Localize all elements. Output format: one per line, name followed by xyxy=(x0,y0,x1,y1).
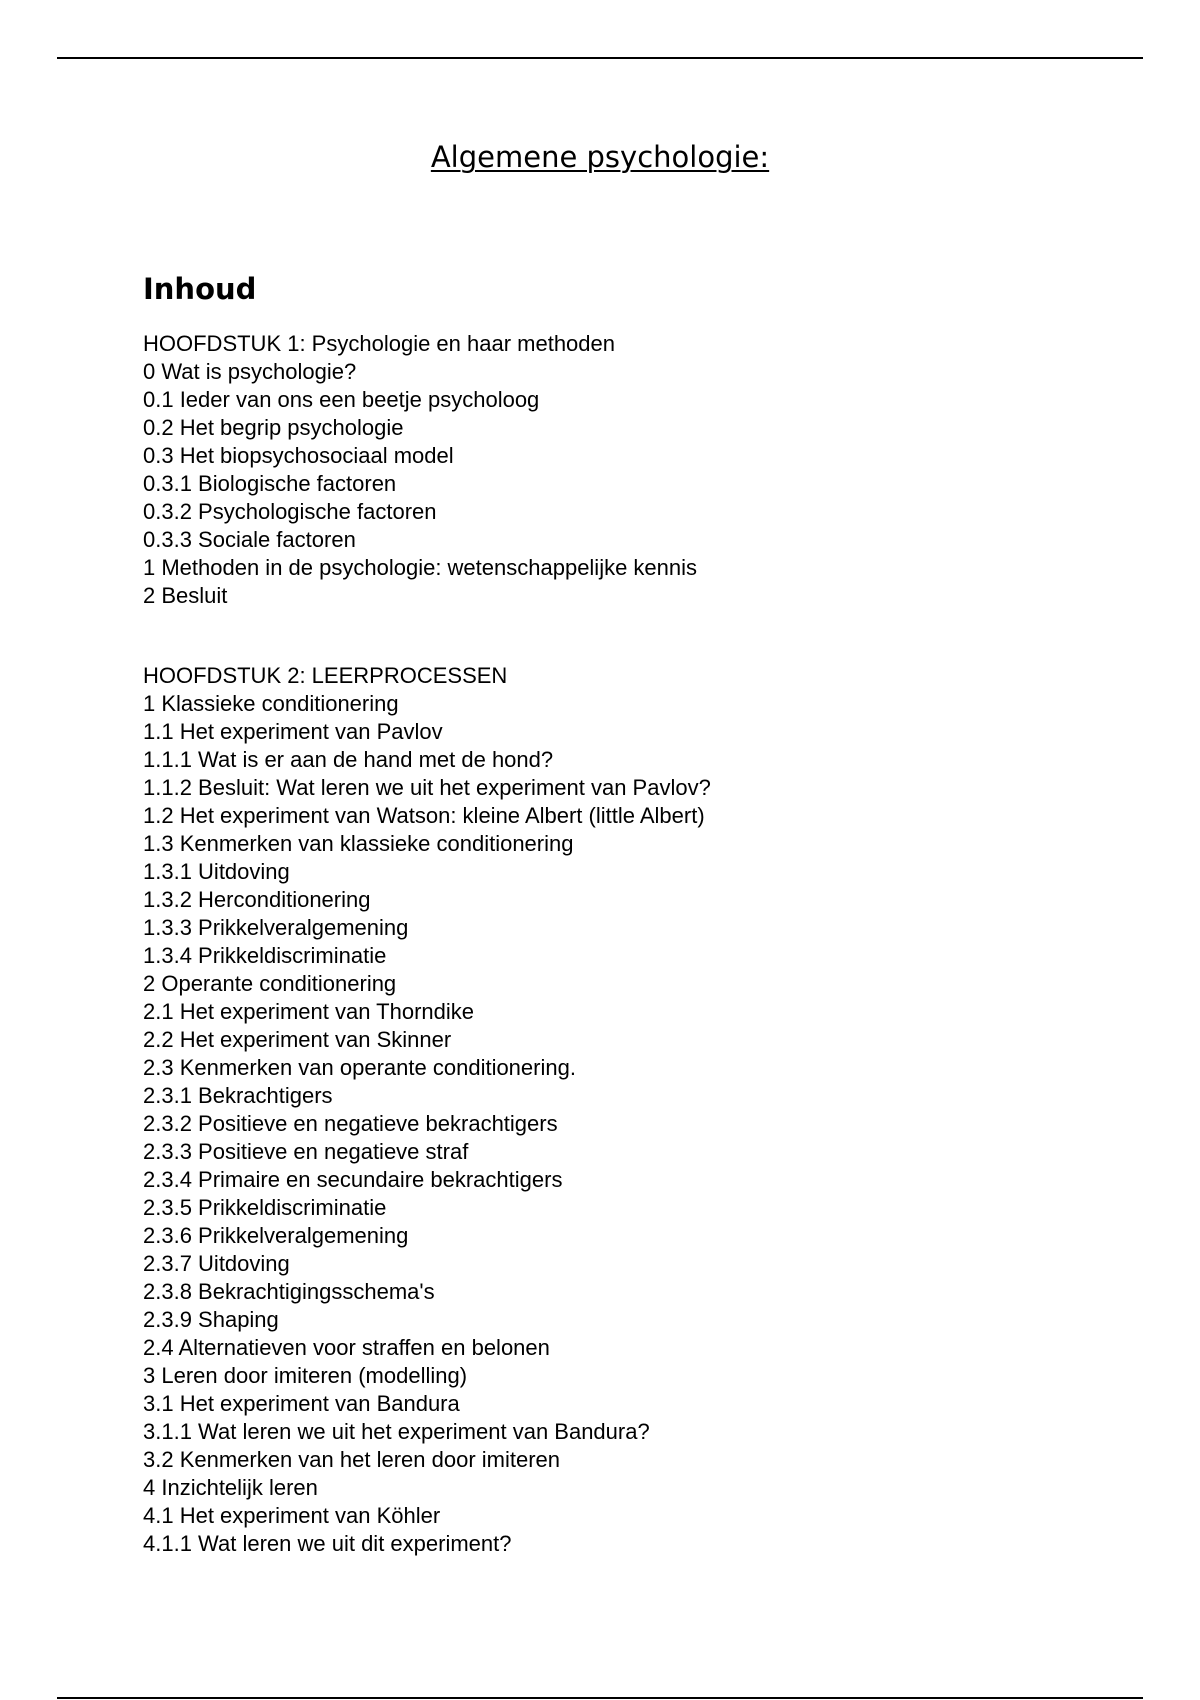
document-title xyxy=(0,140,1200,174)
toc-entry: 3.2 Kenmerken van het leren door imiteren xyxy=(143,1447,561,1472)
toc-entry: 4.1.1 Wat leren we uit dit experiment? xyxy=(143,1531,512,1556)
toc-entry: 1.1.2 Besluit: Wat leren we uit het experiment van Pavlov? xyxy=(143,775,711,800)
toc-entry: 0 Wat is psychologie? xyxy=(143,359,357,384)
toc-entry: 1.3.4 Prikkeldiscriminatie xyxy=(143,943,387,968)
toc-entry: 1.1 Het experiment van Pavlov xyxy=(143,719,443,744)
toc-entry: HOOFDSTUK 2: LEERPROCESSEN xyxy=(143,663,508,688)
toc-entry: 2 Operante conditionering xyxy=(143,971,397,996)
toc-entry: 0.3 Het biopsychosociaal model xyxy=(143,443,454,468)
toc-entry: 2.3.3 Positieve en negatieve straf xyxy=(143,1139,469,1164)
toc-entry: 2.3.5 Prikkeldiscriminatie xyxy=(143,1195,387,1220)
bottom-rule xyxy=(57,1697,1143,1699)
toc-entry: 0.3.1 Biologische factoren xyxy=(143,471,397,496)
toc-entry: 2.3.6 Prikkelveralgemening xyxy=(143,1223,409,1248)
toc-entry: 1.3.3 Prikkelveralgemening xyxy=(143,915,409,940)
toc-entry: 1 Methoden in de psychologie: wetenschappelijke kennis xyxy=(143,555,698,580)
document-title-text: Algemene psychologie: xyxy=(430,140,770,174)
toc-entry: 2.3.7 Uitdoving xyxy=(143,1251,290,1276)
toc-entry: 2.2 Het experiment van Skinner xyxy=(143,1027,452,1052)
toc-entry: 1.2 Het experiment van Watson: kleine Albert (little Albert) xyxy=(143,803,705,828)
toc-entry: 0.3.3 Sociale factoren xyxy=(143,527,356,552)
toc-entry: 3.1.1 Wat leren we uit het experiment van Bandura? xyxy=(143,1419,650,1444)
toc-entry: 1.1.1 Wat is er aan de hand met de hond? xyxy=(143,747,554,772)
toc-entry: 1.3 Kenmerken van klassieke conditionering xyxy=(143,831,574,856)
toc-chapter-2 xyxy=(143,662,711,1558)
toc-entry: 0.1 Ieder van ons een beetje psycholoog xyxy=(143,387,540,412)
toc-entry: 2.3.4 Primaire en secundaire bekrachtigers xyxy=(143,1167,563,1192)
toc-entry: 2.3.9 Shaping xyxy=(143,1307,279,1332)
toc-entry: 2.3 Kenmerken van operante conditionering. xyxy=(143,1055,576,1080)
toc-entry: 1.3.1 Uitdoving xyxy=(143,859,290,884)
toc-entry: 3.1 Het experiment van Bandura xyxy=(143,1391,460,1416)
toc-entry: 2.3.1 Bekrachtigers xyxy=(143,1083,333,1108)
toc-entry: 1 Klassieke conditionering xyxy=(143,691,399,716)
toc-entry: 2.4 Alternatieven voor straffen en belonen xyxy=(143,1335,550,1360)
toc-entry: 2 Besluit xyxy=(143,583,228,608)
toc-chapter-1 xyxy=(143,330,697,610)
toc-entry: 2.1 Het experiment van Thorndike xyxy=(143,999,474,1024)
toc-entry: 4 Inzichtelijk leren xyxy=(143,1475,318,1500)
top-rule xyxy=(57,57,1143,59)
toc-entry: HOOFDSTUK 1: Psychologie en haar methoden xyxy=(143,331,616,356)
toc-entry: 2.3.8 Bekrachtigingsschema's xyxy=(143,1279,435,1304)
toc-entry: 3 Leren door imiteren (modelling) xyxy=(143,1363,468,1388)
toc-entry: 4.1 Het experiment van Köhler xyxy=(143,1503,441,1528)
toc-entry: 0.2 Het begrip psychologie xyxy=(143,415,404,440)
toc-entry: 1.3.2 Herconditionering xyxy=(143,887,371,912)
toc-heading: Inhoud xyxy=(143,272,257,306)
toc-entry: 0.3.2 Psychologische factoren xyxy=(143,499,437,524)
toc-entry: 2.3.2 Positieve en negatieve bekrachtigers xyxy=(143,1111,558,1136)
